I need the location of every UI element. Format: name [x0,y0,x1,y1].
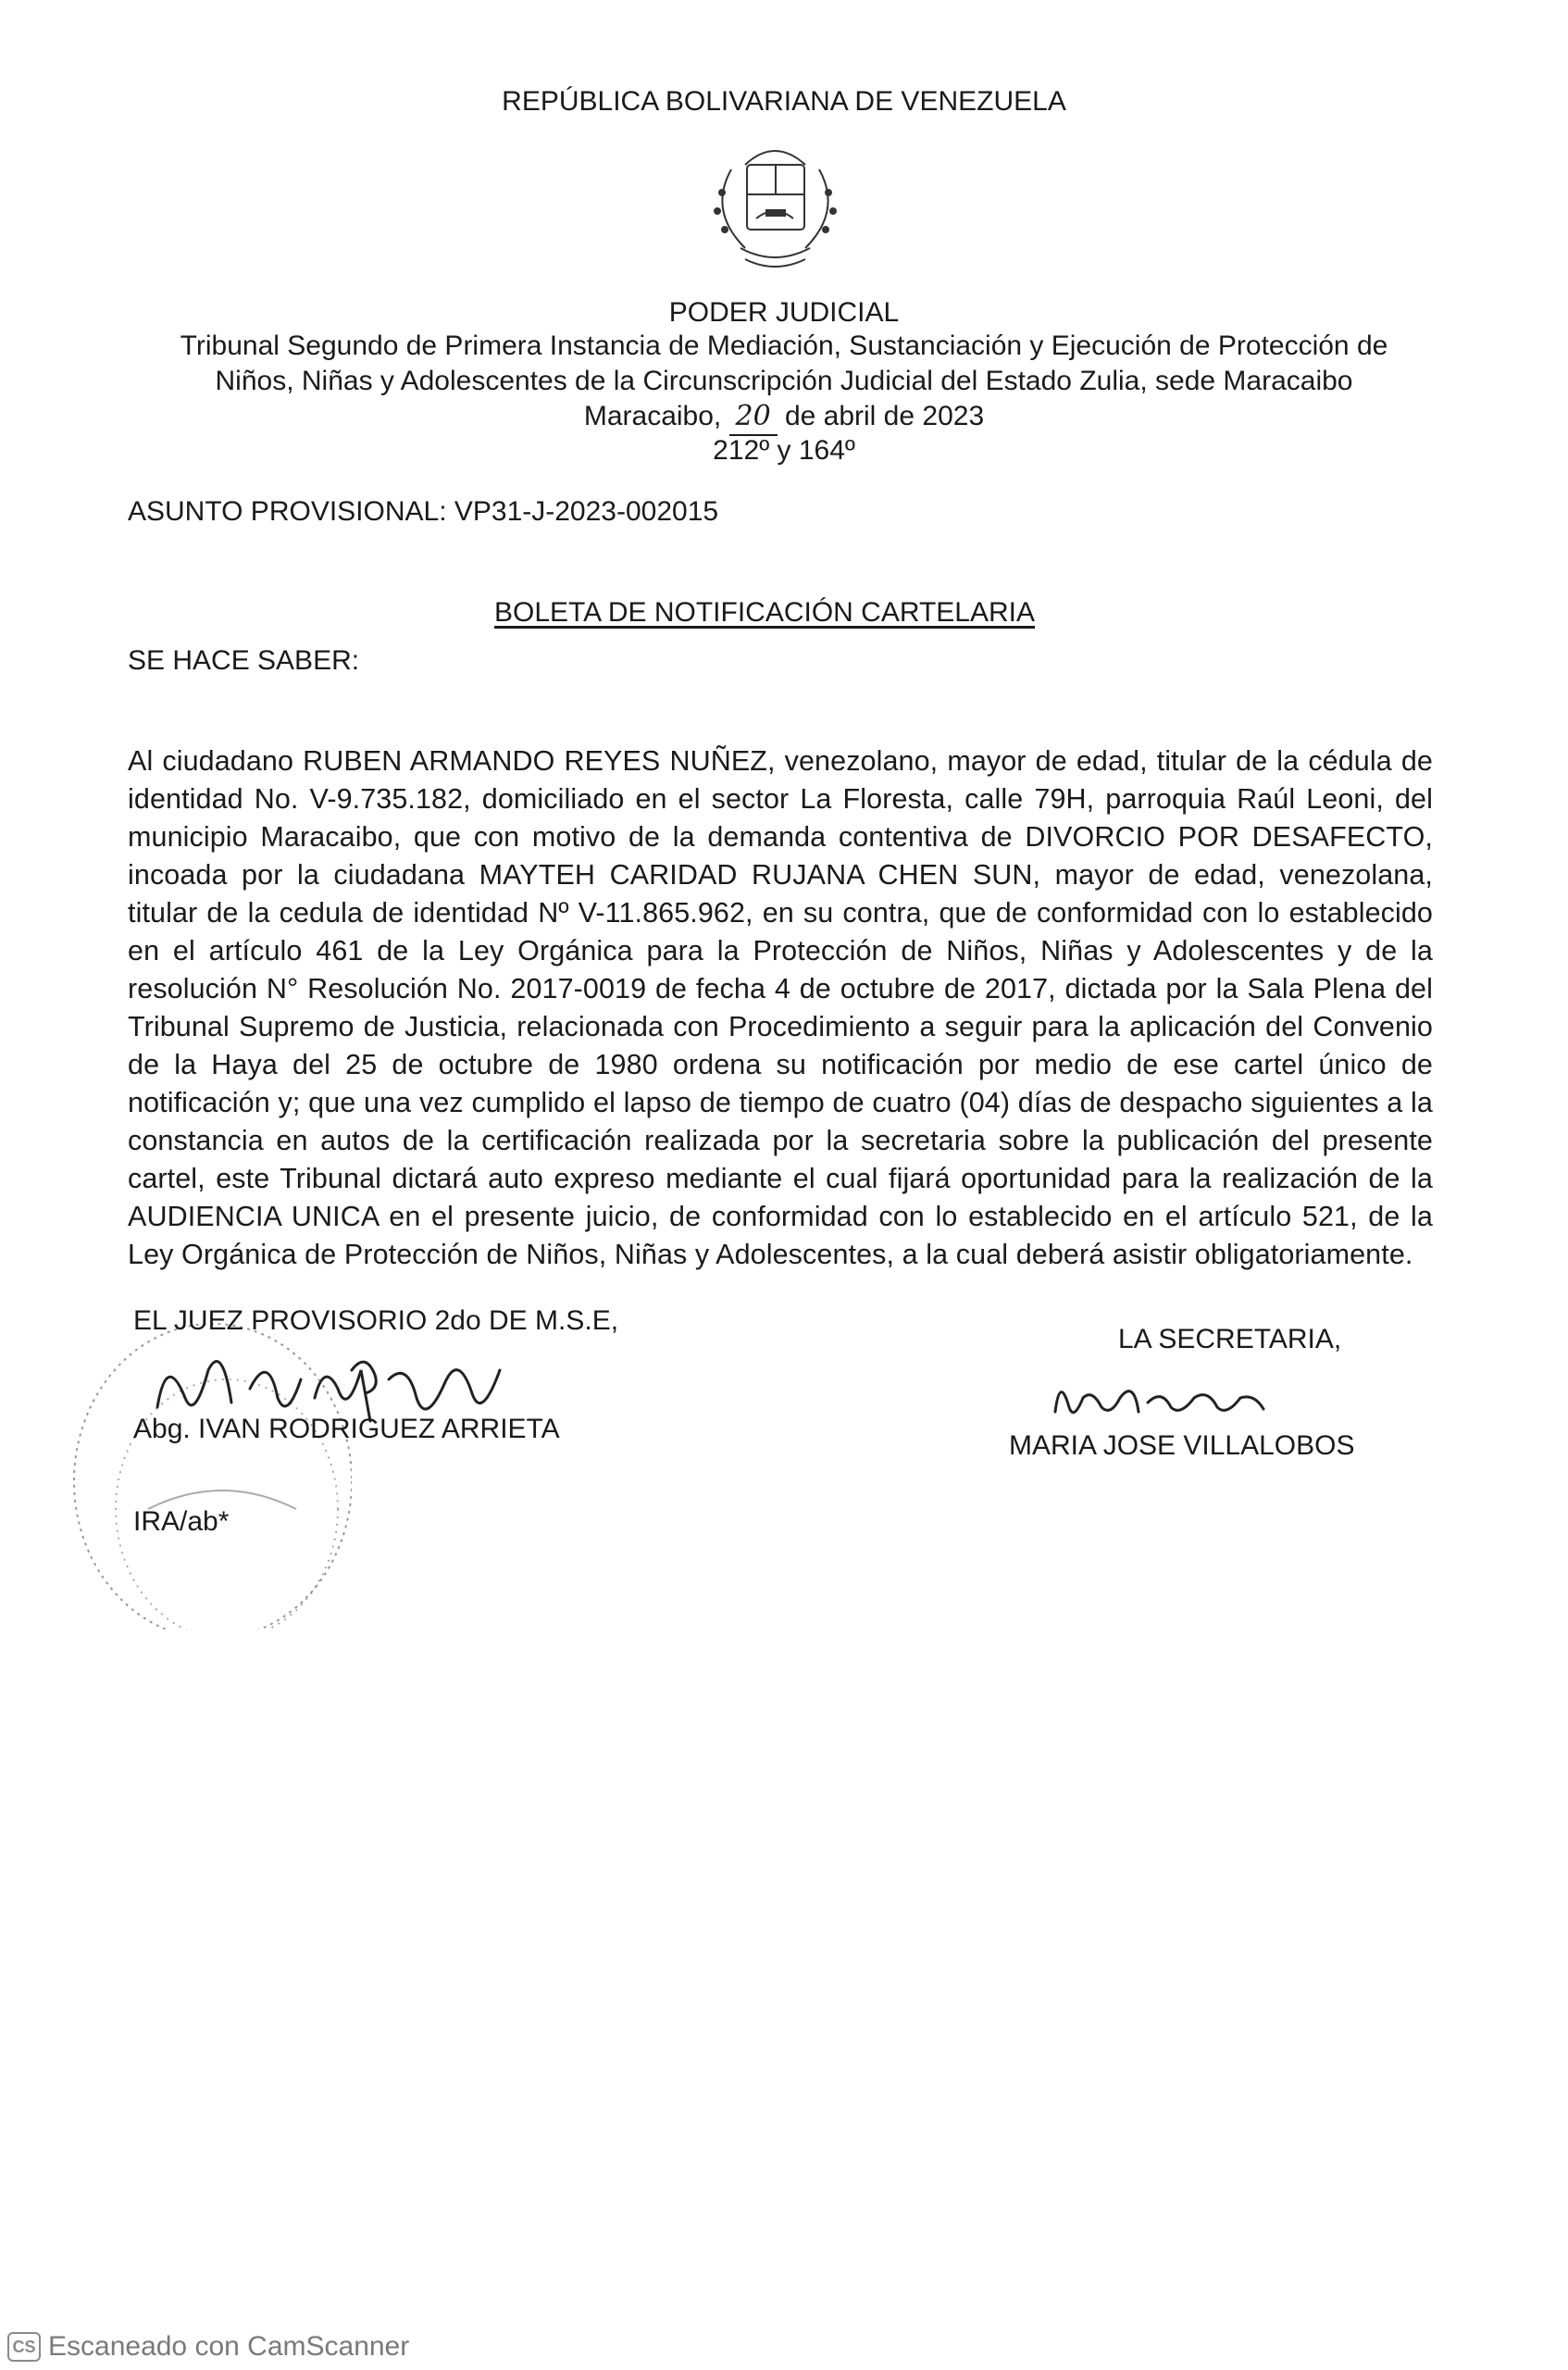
judge-title: EL JUEZ PROVISORIO 2do DE M.S.E, [133,1305,619,1336]
secretary-name: MARIA JOSE VILLALOBOS [1009,1430,1355,1461]
coat-of-arms-icon [690,128,861,285]
date-line [0,399,1568,436]
greeting: SE HACE SABER: [128,645,360,676]
case-number: ASUNTO PROVISIONAL: VP31-J-2023-002015 [128,496,719,527]
date-suffix: de abril de 2023 [784,401,985,431]
republic-heading: REPÚBLICA BOLIVARIANA DE VENEZUELA [502,86,1066,117]
camscanner-text: Escaneado con CamScanner [48,2331,410,2362]
secretary-signature [1046,1370,1287,1426]
judicial-branch-heading: PODER JUDICIAL [668,297,900,328]
document-title: BOLETA DE NOTIFICACIÓN CARTELARIA [494,597,1036,628]
typist-initials: IRA/ab* [133,1506,230,1537]
notification-body: Al ciudadano RUBEN ARMANDO REYES NUÑEZ, venezolano, mayor de edad, titular de la cédula de identidad No. V-9.735.182, domiciliado en el sector La Floresta, calle 79H, parroquia Raúl Leoni, del municipio Maracaibo, que con motivo de la demanda contentiva de DIVORCIO POR DESAFECTO, incoada por la ciudadana MAYTEH CARIDAD RUJANA CHEN SUN, mayor de edad, venezolana, titular de la cedula de identidad Nº V-11.865.962, en su contra, que de conformidad con lo establecido en el artículo 461 de la Ley Orgánica para la Protección de Niños, Niñas y Adolescentes y de la resolución N° Resolución No. 2017-0019 de fecha 4 de octubre de 2017, dictada por la Sala Plena del Tribunal Supremo de Justicia, relacionada con Procedimiento a seguir para la aplicación del Convenio de la Haya del 25 de octubre de 1980 ordena su notificación por medio de ese cartel único de notificación y; que una vez cumplido el lapso de tiempo de cuatro (04) días de despacho siguientes a la constancia en autos de la certificación realizada por la secretaria sobre la publicación del presente cartel, este Tribunal dictará auto expreso mediante el cual fijará oportunidad para la realización de la AUDIENCIA UNICA en el presente juicio, de conformidad con lo establecido en el artículo 521, de la Ley Orgánica de Protección de Niños, Niñas y Adolescentes, a la cual deberá asistir obligatoriamente. [128,745,1433,1270]
date-prefix: Maracaibo, [583,401,722,431]
court-name-line-1: Tribunal Segundo de Primera Instancia de Mediación, Sustanciación y Ejecución de Protección de [180,331,1388,361]
camscanner-logo-icon: CS [7,2332,41,2362]
court-name-line-2: Niños, Niñas y Adolescentes de la Circunscripción Judicial del Estado Zulia, sede Maracaibo [215,366,1353,396]
date-day: 20 [729,399,778,436]
revolution-years: 212º y 164º [713,435,855,466]
camscanner-watermark [7,2331,409,2363]
secretary-title: LA SECRETARIA, [1118,1324,1342,1354]
judge-name: Abg. IVAN RODRIGUEZ ARRIETA [133,1414,560,1444]
